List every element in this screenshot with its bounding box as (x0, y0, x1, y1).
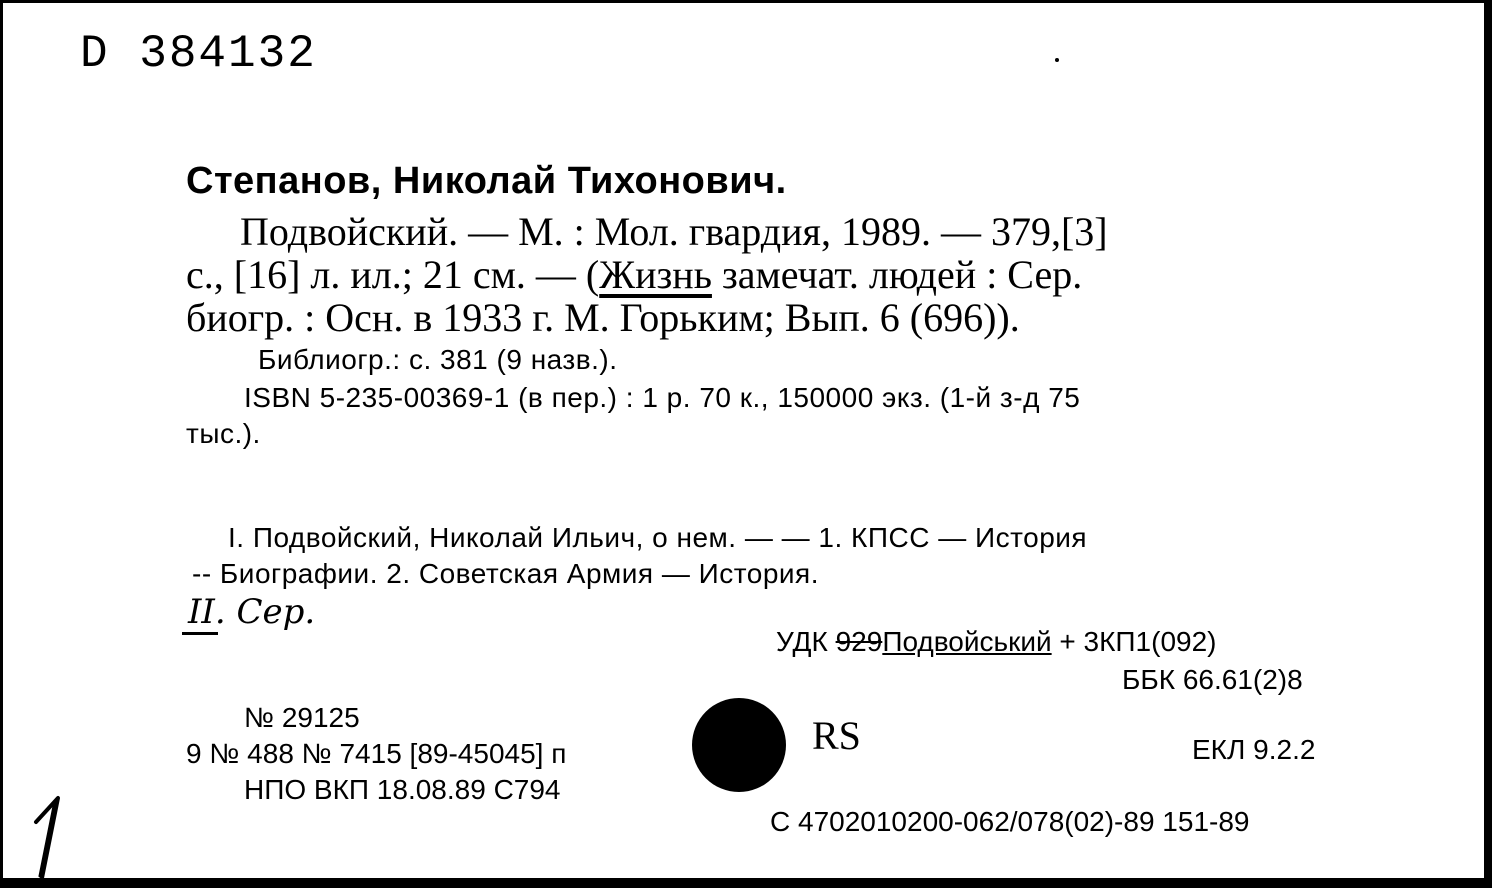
udk-code: + 3КП1(092) (1051, 626, 1217, 657)
isbn-line-1: ISBN 5-235-00369-1 (в пер.) : 1 р. 70 к., 150000 экз. (1-й з-д 75 (244, 382, 1081, 413)
bibliography-note: Библиогр.: с. 381 (9 назв.). (258, 344, 618, 375)
catalog-code: С 4702010200-062/078(02)-89 151-89 (770, 806, 1250, 837)
series-underlined-word: Жизнь (599, 252, 712, 297)
handwritten-series-note: II. Сер. (188, 592, 316, 632)
ekl-code: ЕКЛ 9.2.2 (1192, 734, 1316, 765)
subjects-line-1: I. Подвойский, Николай Ильич, о нем. — — 1. КПСС — История (228, 522, 1088, 553)
record-number-2: 9 № 488 № 7415 [89-45045] п (186, 738, 567, 769)
scan-edge-right (1484, 0, 1492, 888)
title-line-2 (186, 251, 1082, 298)
rs-mark: RS (812, 713, 861, 758)
title-line-2-pre: с., [16] л. ил.; 21 см. — ( (186, 252, 600, 297)
speck-mark (1055, 58, 1059, 62)
scan-edge-top (0, 0, 1492, 3)
scan-edge-bottom (0, 878, 1492, 888)
udk-struck-code: 929 (835, 626, 883, 657)
record-number-3: НПО ВКП 18.08.89 С794 (244, 774, 561, 805)
title-line-1: Подвойский. — М. : Мол. гвардия, 1989. — 379,[3] (240, 209, 1108, 254)
handwritten-underline (182, 632, 218, 635)
record-number-1: № 29125 (244, 702, 360, 733)
title-line-2-post: замечат. людей : Сер. (711, 252, 1083, 297)
udk-label: УДК (776, 626, 836, 657)
author-heading: Степанов, Николай Тихонович. (186, 160, 787, 202)
isbn-line-2: тыс.). (186, 418, 261, 449)
udk-line (776, 626, 1216, 658)
udk-handwritten-name: Подвойський (882, 626, 1052, 657)
title-line-3: биогр. : Осн. в 1933 г. М. Горьким; Вып. 6 (696)). (186, 295, 1020, 340)
black-dot-stamp (692, 698, 786, 792)
scan-edge-left (0, 0, 3, 888)
bbk-code: ББК 66.61(2)8 (1122, 664, 1303, 695)
call-number: D 384132 (80, 28, 317, 80)
subjects-line-2: -- Биографии. 2. Советская Армия — История. (192, 558, 819, 589)
handwritten-one-mark (28, 792, 68, 882)
